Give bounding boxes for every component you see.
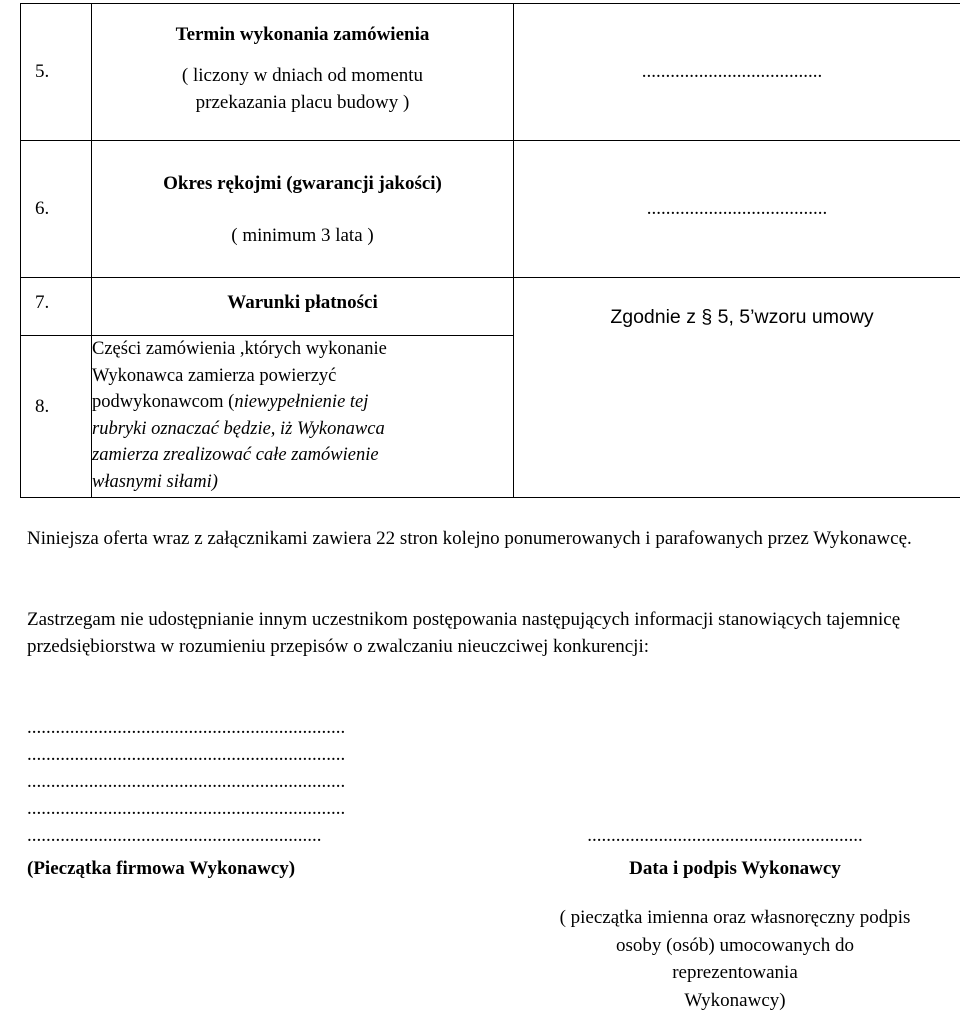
row-title: Okres rękojmi (gwarancji jakości) <box>92 170 513 197</box>
desc-line-italic: zamierza zrealizować całe zamówienie <box>92 445 379 465</box>
desc-line <box>92 442 513 469</box>
table-row-7 <box>21 278 960 336</box>
signature-line[interactable]: .......................................................... <box>510 822 960 849</box>
payment-terms-value: Zgodnie z § 5, 5’wzoru umowy <box>514 278 960 498</box>
subcontracting-description <box>92 336 514 498</box>
desc-line-italic: rubryki oznaczać będzie, iż Wykonawca <box>92 419 385 439</box>
row-description <box>92 141 514 278</box>
desc-line-italic: własnymi siłami) <box>92 472 218 492</box>
pages-statement: Niniejsza oferta wraz z załącznikami zawiera 22 stron kolejno ponumerowanych i parafowanych przez Wykonawcę. <box>27 525 947 552</box>
row-subtitle-line: przekazania placu budowy ) <box>92 89 513 116</box>
signature-block <box>510 822 960 1014</box>
row-subtitle: ( minimum 3 lata ) <box>92 222 513 249</box>
desc-line <box>92 469 513 496</box>
fill-line[interactable]: ................................................................... <box>27 795 345 822</box>
note-line: reprezentowania <box>510 959 960 987</box>
table-row-6 <box>21 141 960 278</box>
desc-line-part: podwykonawcom ( <box>92 392 234 412</box>
row-number: 8. <box>21 336 92 498</box>
note-line: ( pieczątka imienna oraz własnoręczny podpis <box>510 904 960 932</box>
row-subtitle-line: ( liczony w dniach od momentu <box>92 62 513 89</box>
desc-line: Wykonawca zamierza powierzyć <box>92 363 513 390</box>
desc-line-italic: niewypełnienie tej <box>234 392 368 412</box>
row-value-field[interactable]: ...................................... <box>514 141 960 278</box>
desc-line <box>92 389 513 416</box>
stamp-label: (Pieczątka firmowa Wykonawcy) <box>27 855 437 882</box>
signature-note <box>510 904 960 1014</box>
company-stamp-block <box>27 822 437 882</box>
fill-line[interactable]: ................................................................... <box>27 768 345 795</box>
row-title: Termin wykonania zamówienia <box>92 21 513 48</box>
fill-line[interactable]: ................................................................... <box>27 714 345 741</box>
offer-table <box>20 3 960 498</box>
signature-label: Data i podpis Wykonawcy <box>510 855 960 882</box>
note-line: Wykonawcy) <box>510 987 960 1014</box>
desc-line <box>92 416 513 443</box>
row-number: 7. <box>21 278 92 336</box>
row-title: Warunki płatności <box>92 278 514 336</box>
note-line: osoby (osób) umocowanych do <box>510 932 960 960</box>
table-row-5 <box>21 4 960 141</box>
row-value-field[interactable]: ...................................... <box>514 4 960 141</box>
row-number: 5. <box>21 4 92 141</box>
row-number: 6. <box>21 141 92 278</box>
desc-line: Części zamówienia ,których wykonanie <box>92 336 513 363</box>
row-description <box>92 4 514 141</box>
stamp-line[interactable]: .............................................................. <box>27 822 437 849</box>
confidentiality-statement: Zastrzegam nie udostępnianie innym uczestnikom postępowania następujących informacji stanowiących tajemnicę przedsiębiorstwa w rozumieniu przepisów o zwalczaniu nieuczciwej konkurencji: <box>27 606 947 660</box>
fill-line[interactable]: ................................................................... <box>27 741 345 768</box>
